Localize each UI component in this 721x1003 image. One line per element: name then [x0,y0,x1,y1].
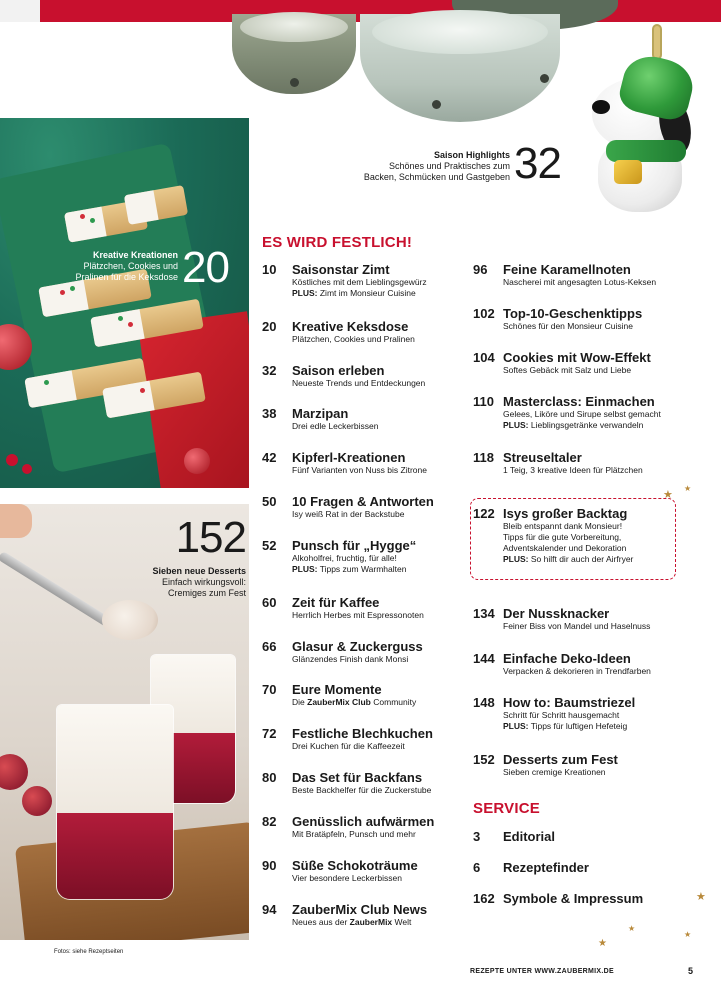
toc-entry[interactable] [262,406,378,432]
toc-entry[interactable] [473,651,651,677]
ornament-scarf [606,140,686,162]
toc-entry[interactable] [262,538,416,575]
saison-highlights-caption [330,150,510,183]
toc-title: Marzipan [292,406,349,421]
toc-page-number: 20 [262,319,277,334]
red-bead [6,454,18,466]
toc-description: Mit Bratäpfeln, Punsch und mehr [292,829,416,839]
toc-title: Cookies mit Wow-Effekt [503,350,651,365]
toc-page-number: 102 [473,306,495,321]
toc-page-number: 148 [473,695,495,710]
service-entry[interactable] [473,860,589,875]
toc-description: Fünf Varianten von Nuss bis Zitrone [292,465,427,475]
toc-page-number: 162 [473,891,495,906]
toc-description: Vier besondere Leckerbissen [292,873,402,883]
star-icon: ★ [684,484,692,493]
toc-entry[interactable] [473,450,643,476]
toc-entry[interactable] [262,814,434,840]
toc-page-number: 82 [262,814,277,829]
toc-entry[interactable] [262,639,423,665]
toc-title: Süße Schokoträume [292,858,418,873]
toc-description: Drei edle Leckerbissen [292,421,379,431]
toc-title: Feine Karamellnoten [503,262,631,277]
desserts-page-number[interactable]: 152 [175,513,246,562]
toc-title: Rezeptefinder [503,860,589,875]
toc-title: How to: Baumstriezel [503,695,636,710]
dessert-glass [56,704,174,900]
star-icon: ★ [598,938,607,949]
star-icon: ★ [696,891,706,903]
footer-website[interactable]: REZEPTE UNTER WWW.ZAUBERMIX.DE [470,968,614,975]
toc-description: Alkoholfrei, fruchtig, für alle! [292,553,397,563]
saison-highlights-line: Schönes und Praktisches zum [388,161,510,171]
saison-highlights-line: Backen, Schmücken und Gastgeben [363,172,510,182]
toc-entry[interactable] [262,363,425,389]
sprinkle [70,286,75,291]
toc-page-number: 144 [473,651,495,666]
toc-page-number: 122 [473,506,495,521]
toc-page-number: 6 [473,860,481,875]
toc-entry[interactable] [262,770,431,796]
service-entry[interactable] [473,829,555,844]
toc-title: Streuseltaler [503,450,582,465]
toc-title: Kreative Keksdose [292,319,409,334]
bowl-large-inside [372,10,548,54]
toc-title: Isys großer Backtag [503,506,628,521]
toc-description: Die ZauberMix Club Community [292,697,417,707]
toc-page-number: 3 [473,829,481,844]
toc-title: Genüsslich aufwärmen [292,814,435,829]
toc-title: Symbole & Impressum [503,891,644,906]
toc-entry[interactable] [473,695,635,732]
toc-page-number: 72 [262,726,277,741]
sprinkle [128,322,133,327]
toc-title: Top-10-Geschenktipps [503,306,643,321]
toc-description: Isy weiß Rat in der Backstube [292,509,405,519]
cookies-caption-line: Pralinen für die Keksdose [75,272,178,282]
toc-page-number: 110 [473,394,494,409]
toc-description: Bleib entspannt dank Monsieur! [503,521,623,531]
saison-highlights-page-number[interactable]: 32 [514,139,561,188]
toc-description: Gelees, Liköre und Sirupe selbst gemacht [503,409,661,419]
toc-title: Saison erleben [292,363,385,378]
toc-entry-highlight[interactable] [473,506,633,565]
toc-entry[interactable] [262,682,416,708]
toc-title: Der Nussknacker [503,606,610,621]
toc-title: Eure Momente [292,682,382,697]
toc-description: Neues aus der ZauberMix Welt [292,917,412,927]
footer-page-number: 5 [688,966,694,976]
toc-entry[interactable] [473,606,650,632]
cookies-caption-line: Plätzchen, Cookies und [83,261,178,271]
red-bauble [184,448,210,474]
saison-highlights-title: Saison Highlights [433,150,510,160]
toc-entry[interactable] [262,726,433,752]
toc-description: Schönes für den Monsieur Cuisine [503,321,633,331]
toc-entry[interactable] [262,858,418,884]
toc-description: Plätzchen, Cookies und Pralinen [292,334,415,344]
toc-entry[interactable] [473,394,661,431]
toc-plus-line: PLUS: So hilft dir auch der Airfryer [503,554,634,564]
toc-page-number: 10 [262,262,277,277]
ornament-hook [652,24,662,60]
toc-page-number: 66 [262,639,277,654]
toc-page-number: 42 [262,450,277,465]
toc-plus-line: PLUS: Zimt im Monsieur Cuisine [292,288,416,298]
star-icon: ★ [663,489,673,501]
toc-title: Einfache Deko-Ideen [503,651,631,666]
spoon-cream [102,600,158,640]
toc-entry[interactable] [262,595,424,621]
sprinkle [44,380,49,385]
toc-description: Sieben cremige Kreationen [503,767,606,777]
toc-entry[interactable] [473,350,651,376]
toc-page-number: 118 [473,450,494,465]
toc-description: Nascherei mit angesagten Lotus-Keksen [503,277,657,287]
toc-entry[interactable] [473,752,618,778]
toc-plus-line: PLUS: Lieblingsgetränke verwandeln [503,420,644,430]
photo-credit: Fotos: siehe Rezeptseiten [54,949,124,955]
toc-title: Punsch für „Hygge“ [292,538,417,553]
toc-title: Festliche Blechkuchen [292,726,433,741]
ornament-nose [592,100,610,114]
toc-description: Köstliches mit dem Lieblingsgewürz [292,277,427,287]
toc-title: Masterclass: Einmachen [503,394,655,409]
toc-description: Verpacken & dekorieren in Trendfarben [503,666,651,676]
toc-description: Schritt für Schritt hausgemacht [503,710,620,720]
toc-description: 1 Teig, 3 kreative Ideen für Plätzchen [503,465,643,475]
cookies-page-number[interactable]: 20 [182,243,229,292]
sprinkle [118,316,123,321]
bowl-hole [540,74,549,83]
toc-page-number: 134 [473,606,495,621]
section-heading-service: SERVICE [473,800,540,817]
cookies-caption [60,250,178,283]
red-berry [22,786,52,816]
toc-description: Softes Gebäck mit Salz und Liebe [503,365,632,375]
star-icon: ★ [628,924,636,933]
sprinkle [140,388,145,393]
star-icon: ★ [684,930,692,939]
ornament-gift [614,160,642,184]
sprinkle [60,290,65,295]
toc-page-number: 90 [262,858,277,873]
toc-title: 10 Fragen & Antworten [292,494,434,509]
toc-page-number: 94 [262,902,277,917]
page-edge [0,0,40,22]
toc-plus-line: PLUS: Tipps für luftigen Hefeteig [503,721,628,731]
desserts-caption-line: Einfach wirkungsvoll: [161,577,246,587]
section-heading-main: ES WIRD FESTLICH! [262,234,413,251]
toc-entry[interactable] [473,262,656,288]
bowl-hole [432,100,441,109]
toc-description: Herrlich Herbes mit Espressonoten [292,610,424,620]
toc-title: Kipferl-Kreationen [292,450,406,465]
toc-page-number: 152 [473,752,495,767]
toc-description: Glänzendes Finish dank Monsi [292,654,409,664]
toc-description: Feiner Biss von Mandel und Haselnuss [503,621,651,631]
toc-title: Das Set für Backfans [292,770,423,785]
desserts-caption [120,566,246,599]
hand [0,504,32,538]
toc-title: Glasur & Zuckerguss [292,639,423,654]
toc-title: Desserts zum Fest [503,752,618,767]
sprinkle [80,214,85,219]
cookies-caption-title: Kreative Kreationen [92,250,178,260]
toc-title: Saisonstar Zimt [292,262,390,277]
sprinkle [90,218,95,223]
toc-page-number: 32 [262,363,277,378]
desserts-caption-title: Sieben neue Desserts [152,566,246,576]
toc-page-number: 96 [473,262,488,277]
toc-title: ZauberMix Club News [292,902,428,917]
toc-entry[interactable] [262,494,434,520]
toc-title: Editorial [503,829,556,844]
toc-description: Drei Kuchen für die Kaffeezeit [292,741,405,751]
toc-page-number: 60 [262,595,277,610]
bowl-small-inside [240,12,348,42]
toc-description: Neueste Trends und Entdeckungen [292,378,426,388]
toc-page-number: 52 [262,538,277,553]
toc-description: Tipps für die gute Vorbereitung, [503,532,622,542]
toc-page-number: 38 [262,406,277,421]
toc-title: Zeit für Kaffee [292,595,380,610]
toc-entry[interactable] [262,319,415,345]
red-berry [0,754,28,790]
toc-description: Beste Backhelfer für die Zuckerstube [292,785,432,795]
bowl-hole [290,78,299,87]
toc-entry[interactable] [262,902,427,928]
toc-page-number: 80 [262,770,277,785]
toc-page-number: 70 [262,682,277,697]
toc-description: Adventskalender und Dekoration [503,543,627,553]
toc-entry[interactable] [262,262,427,299]
toc-entry[interactable] [473,306,642,332]
toc-entry[interactable] [262,450,427,476]
toc-plus-line: PLUS: Tipps zum Warmhalten [292,564,407,574]
desserts-caption-line: Cremiges zum Fest [167,588,246,598]
red-bead [22,464,32,474]
toc-page-number: 104 [473,350,495,365]
service-entry[interactable] [473,891,643,906]
cookies-photo [0,118,249,488]
toc-page-number: 50 [262,494,277,509]
